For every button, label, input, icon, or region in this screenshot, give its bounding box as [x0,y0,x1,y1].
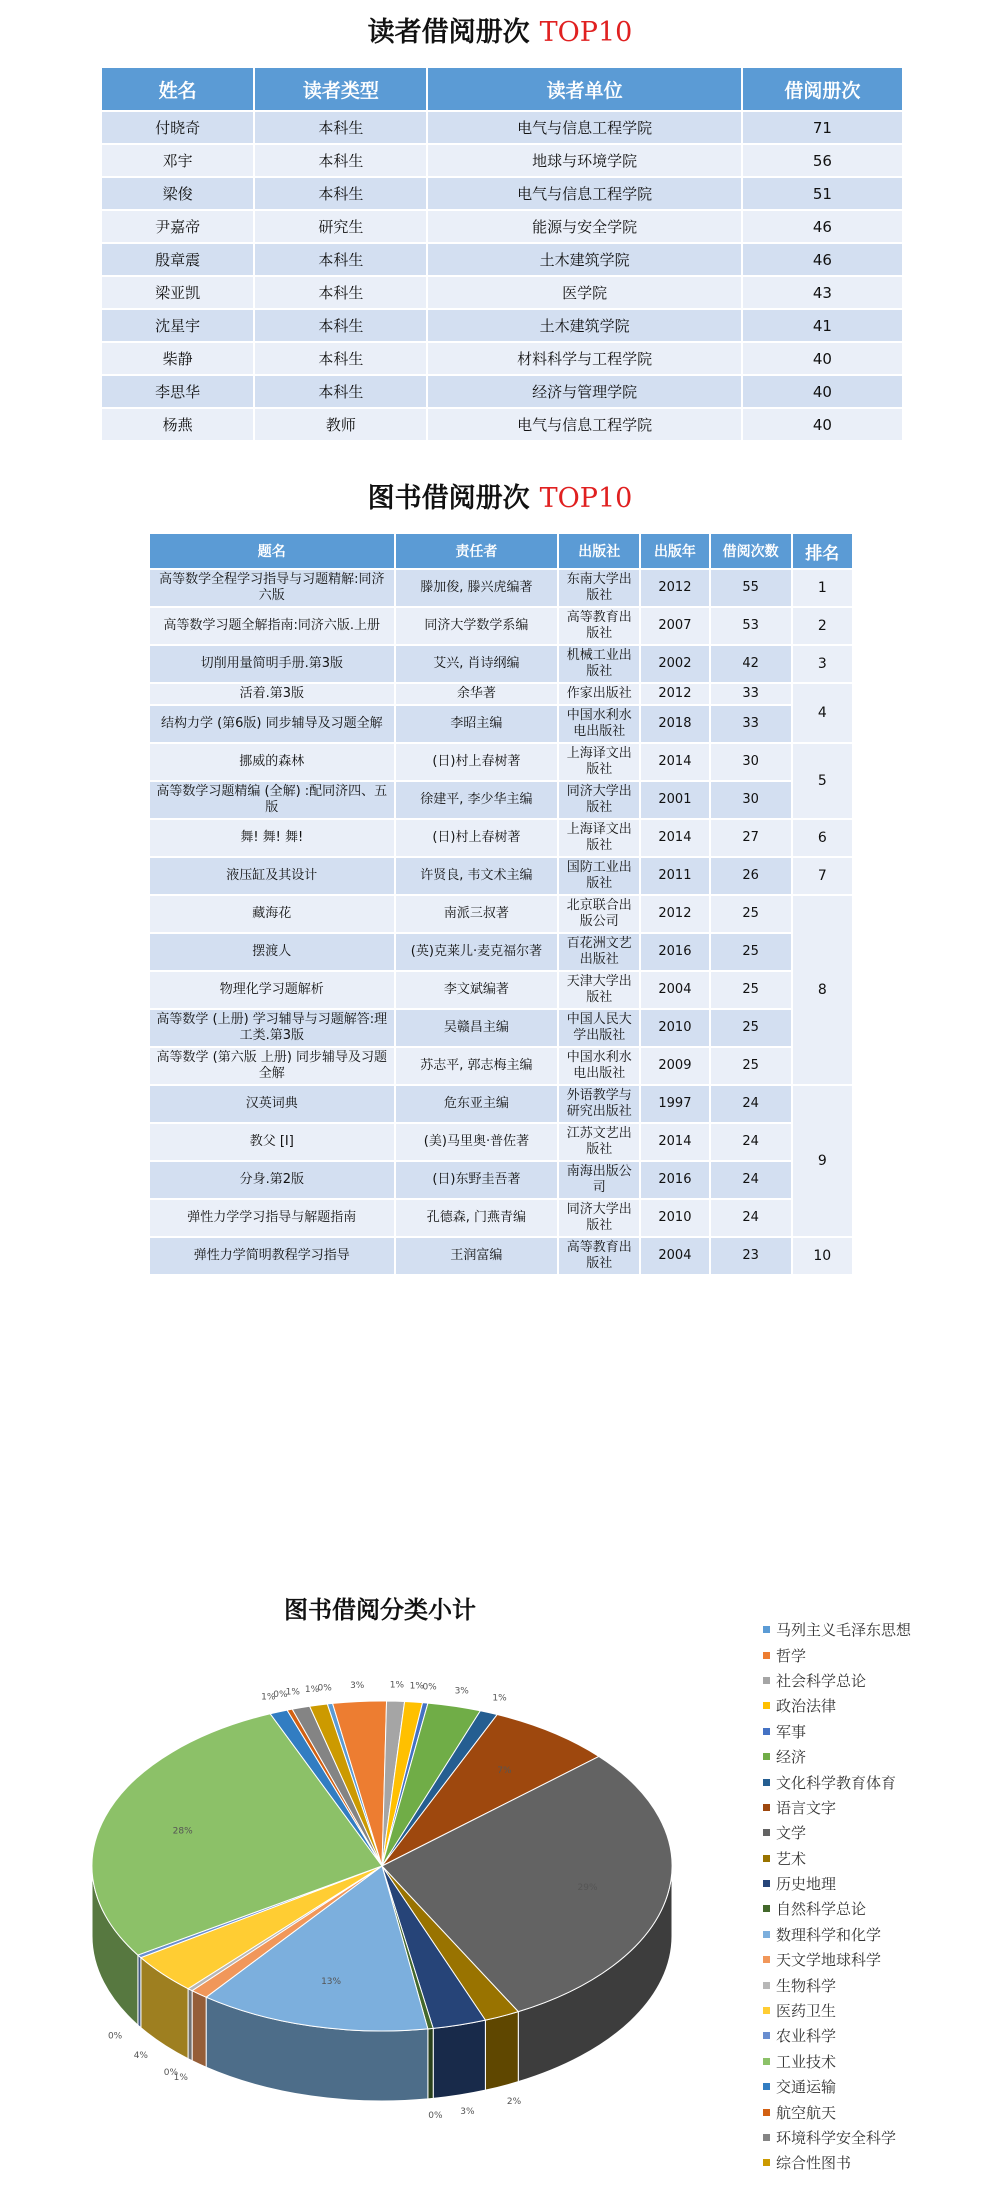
reader-count: 71 [742,111,903,144]
reader-unit: 土木建筑学院 [427,243,741,276]
book-title: 高等数学 (上册) 学习辅导与习题解答:理工类.第3版 [149,1009,395,1047]
reader-name: 尹嘉帝 [101,210,254,243]
reader-top10-table [100,66,904,442]
book-author: (日)东野圭吾著 [395,1161,559,1199]
pie-data-label: 1% [173,2072,188,2083]
reader-unit: 能源与安全学院 [427,210,741,243]
book-publisher: 东南大学出版社 [558,569,640,607]
legend-label: 文化科学教育体育 [776,1773,897,1792]
book-count: 26 [710,857,792,895]
book-row [149,705,853,743]
book-title: 活着.第3版 [149,683,395,705]
legend-swatch [763,1905,770,1912]
book-year: 2016 [640,933,710,971]
reader-type: 本科生 [254,111,427,144]
book-top10-title [0,476,1000,515]
book-publisher: 上海译文出版社 [558,743,640,781]
legend-entry [763,1947,1000,1972]
book-year: 2012 [640,683,710,705]
legend-entry [763,2049,1000,2074]
book-author: 危东亚主编 [395,1085,559,1123]
book-title: 分身.第2版 [149,1161,395,1199]
reader-top10-title [0,10,1000,49]
pie-slice-side [188,1989,192,2061]
book-author: (美)马里奥·普佐著 [395,1123,559,1161]
book-author: 徐建平, 李少华主编 [395,781,559,819]
book-publisher: 江苏文艺出版社 [558,1123,640,1161]
book-author: 余华著 [395,683,559,705]
legend-entry [763,1820,1000,1845]
book-rank: 8 [792,895,853,1085]
book-year: 2007 [640,607,710,645]
book-publisher: 国防工业出版社 [558,857,640,895]
book-title: 弹性力学学习指导与解题指南 [149,1199,395,1237]
book-author: 李昭主编 [395,705,559,743]
book-row [149,819,853,857]
book-publisher: 中国水利水电出版社 [558,1047,640,1085]
reader-unit: 地球与环境学院 [427,144,741,177]
pie-data-label: 1% [261,1692,276,1703]
legend-entry [763,1769,1000,1794]
book-author: (日)村上春树著 [395,819,559,857]
book-header-title: 题名 [149,533,395,569]
pie-slice-side [192,1991,206,2067]
reader-table-header-row [101,67,903,111]
book-author: 艾兴, 肖诗纲编 [395,645,559,683]
book-year: 2010 [640,1009,710,1047]
legend-entry [763,1896,1000,1921]
reader-count: 40 [742,342,903,375]
legend-swatch [763,1677,770,1684]
pie-data-label: 2% [506,2097,522,2108]
legend-entry [763,2099,1000,2124]
legend-label: 航空航天 [776,2103,837,2122]
pie-data-label: 0% [163,2068,179,2079]
pie-data-label: 4% [133,2050,148,2061]
legend-label: 天文学地球科学 [776,1951,882,1970]
reader-name: 杨燕 [101,408,254,441]
book-count: 27 [710,819,792,857]
book-row [149,1009,853,1047]
book-author: 李文斌编著 [395,971,559,1009]
legend-swatch [763,2134,770,2141]
book-year: 2014 [640,819,710,857]
legend-entry [763,2125,1000,2150]
pie-data-label: 0% [428,2110,443,2121]
legend-swatch [763,2159,770,2166]
book-rank: 4 [792,683,853,743]
legend-swatch [763,2083,770,2090]
reader-unit: 电气与信息工程学院 [427,111,741,144]
reader-row [101,375,903,408]
reader-name: 梁亚凯 [101,276,254,309]
pie-slice-side [485,2012,518,2091]
book-publisher: 天津大学出版社 [558,971,640,1009]
legend-swatch [763,1728,770,1735]
legend-label: 生物科学 [776,1976,837,1995]
book-author: (日)村上春树著 [395,743,559,781]
book-count: 53 [710,607,792,645]
legend-entry [763,1668,1000,1693]
book-count: 25 [710,1047,792,1085]
pie-data-label: 3% [350,1681,365,1692]
book-author: 孔德森, 门燕青编 [395,1199,559,1237]
reader-type: 本科生 [254,177,427,210]
legend-entry [763,2150,1000,2175]
book-header-count: 借阅次数 [710,533,792,569]
book-row [149,1047,853,1085]
reader-unit: 电气与信息工程学院 [427,408,741,441]
reader-type: 研究生 [254,210,427,243]
reader-row [101,177,903,210]
book-year: 2010 [640,1199,710,1237]
reader-type: 本科生 [254,309,427,342]
book-rank: 5 [792,743,853,819]
legend-label: 自然科学总论 [776,1900,867,1919]
legend-swatch [763,2032,770,2039]
reader-type: 本科生 [254,342,427,375]
legend-label: 医药卫生 [776,2002,837,2021]
reader-name: 付晓奇 [101,111,254,144]
book-year: 2014 [640,743,710,781]
book-count: 25 [710,971,792,1009]
book-count: 30 [710,781,792,819]
legend-label: 语言文字 [776,1798,837,1817]
book-publisher: 上海译文出版社 [558,819,640,857]
reader-type: 本科生 [254,375,427,408]
book-title: 结构力学 (第6版) 同步辅导及习题全解 [149,705,395,743]
book-publisher: 南海出版公司 [558,1161,640,1199]
reader-header-type: 读者类型 [254,67,427,111]
book-year: 2009 [640,1047,710,1085]
reader-type: 本科生 [254,243,427,276]
book-count: 23 [710,1237,792,1275]
book-author: (英)克莱儿·麦克福尔著 [395,933,559,971]
book-year: 1997 [640,1085,710,1123]
pie-data-label: 0% [317,1683,332,1694]
book-publisher: 同济大学出版社 [558,781,640,819]
legend-swatch [763,1753,770,1760]
pie-data-label: 0% [273,1689,288,1700]
book-title: 高等数学全程学习指导与习题精解:同济六版 [149,569,395,607]
pie-data-label: 1% [389,1680,405,1691]
book-year: 2002 [640,645,710,683]
legend-entry [763,2074,1000,2099]
reader-row [101,111,903,144]
book-row [149,569,853,607]
book-year: 2004 [640,1237,710,1275]
reader-count: 46 [742,210,903,243]
book-header-rank: 排名 [792,533,853,569]
book-author: 苏志平, 郭志梅主编 [395,1047,559,1085]
book-year: 2014 [640,1123,710,1161]
book-count: 24 [710,1199,792,1237]
reader-row [101,342,903,375]
pie-slice-side [433,2020,485,2098]
book-count: 25 [710,933,792,971]
book-header-publisher: 出版社 [558,533,640,569]
reader-type: 本科生 [254,144,427,177]
book-title: 弹性力学简明教程学习指导 [149,1237,395,1275]
book-title: 物理化学习题解析 [149,971,395,1009]
book-title: 汉英词典 [149,1085,395,1123]
legend-label: 政治法律 [776,1697,837,1716]
book-row [149,1237,853,1275]
legend-swatch [763,1880,770,1887]
legend-swatch [763,1931,770,1938]
legend-label: 哲学 [776,1646,807,1665]
legend-swatch [763,1829,770,1836]
legend-label: 经济 [776,1748,807,1767]
book-row [149,971,853,1009]
reader-row [101,309,903,342]
book-title: 高等数学习题精编 (全解) :配同济四、五版 [149,781,395,819]
book-author: 吴赣昌主编 [395,1009,559,1047]
book-row [149,607,853,645]
legend-swatch [763,1779,770,1786]
legend-label: 综合性图书 [776,2154,852,2173]
legend-swatch [763,2058,770,2065]
book-year: 2004 [640,971,710,1009]
book-top10-table [148,532,854,1276]
category-chart-title: 图书借阅分类小计 [284,1596,476,1624]
reader-count: 51 [742,177,903,210]
book-title: 挪威的森林 [149,743,395,781]
legend-entry [763,1642,1000,1667]
pie-data-label: 1% [285,1687,300,1698]
book-title: 教父 [Ⅰ] [149,1123,395,1161]
legend-swatch [763,1626,770,1633]
book-row [149,645,853,683]
book-rank: 6 [792,819,853,857]
book-title: 切削用量简明手册.第3版 [149,645,395,683]
book-year: 2016 [640,1161,710,1199]
pie-data-label: 1% [409,1681,424,1692]
reader-row [101,210,903,243]
book-publisher: 中国水利水电出版社 [558,705,640,743]
reader-title-top: TOP10 [539,17,633,48]
reader-unit: 医学院 [427,276,741,309]
reader-count: 40 [742,375,903,408]
legend-swatch [763,2109,770,2116]
book-rank: 3 [792,645,853,683]
reader-unit: 材料科学与工程学院 [427,342,741,375]
legend-swatch [763,2007,770,2014]
legend-label: 数理科学和化学 [776,1925,882,1944]
legend-label: 工业技术 [776,2052,837,2071]
book-rank: 10 [792,1237,853,1275]
book-row [149,781,853,819]
book-row [149,1199,853,1237]
book-publisher: 高等教育出版社 [558,607,640,645]
pie-data-label: 1% [304,1684,320,1695]
legend-entry [763,1693,1000,1718]
reader-name: 梁俊 [101,177,254,210]
book-row [149,743,853,781]
book-count: 25 [710,1009,792,1047]
legend-swatch [763,1855,770,1862]
pie-slice-side [428,2028,433,2099]
pie-data-label: 3% [454,1686,469,1697]
reader-row [101,243,903,276]
book-count: 42 [710,645,792,683]
book-row [149,895,853,933]
book-row [149,683,853,705]
pie-data-label: 7% [497,1765,512,1776]
legend-label: 军事 [776,1722,807,1741]
book-publisher: 机械工业出版社 [558,645,640,683]
book-title: 高等数学 (第六版 上册) 同步辅导及习题全解 [149,1047,395,1085]
legend-entry [763,1617,1000,1642]
reader-type: 教师 [254,408,427,441]
book-table-header-row [149,533,853,569]
book-rank: 2 [792,607,853,645]
legend-label: 社会科学总论 [776,1671,867,1690]
book-count: 33 [710,705,792,743]
legend-label: 马列主义毛泽东思想 [776,1621,912,1640]
book-count: 25 [710,895,792,933]
book-title-top: TOP10 [539,483,633,514]
book-header-author: 责任者 [395,533,559,569]
legend-label: 环境科学安全科学 [776,2129,897,2147]
book-count: 24 [710,1085,792,1123]
book-year: 2018 [640,705,710,743]
legend-entry [763,1744,1000,1769]
legend-label: 交通运输 [776,2078,837,2097]
chart-legend [763,1617,1000,2176]
book-publisher: 高等教育出版社 [558,1237,640,1275]
book-publisher: 北京联合出版公司 [558,895,640,933]
book-count: 55 [710,569,792,607]
reader-row [101,276,903,309]
reader-count: 43 [742,276,903,309]
reader-count: 40 [742,408,903,441]
legend-label: 历史地理 [776,1875,837,1894]
pie-data-label: 29% [577,1883,598,1894]
book-row [149,933,853,971]
book-count: 33 [710,683,792,705]
legend-entry [763,1972,1000,1997]
book-publisher: 百花洲文艺出版社 [558,933,640,971]
pie-data-label: 1% [492,1693,507,1704]
book-author: 南派三叔著 [395,895,559,933]
book-publisher: 作家出版社 [558,683,640,705]
reader-row [101,144,903,177]
book-header-year: 出版年 [640,533,710,569]
pie-data-label: 3% [460,2106,475,2117]
book-rank: 9 [792,1085,853,1237]
book-count: 24 [710,1161,792,1199]
reader-name: 殷章震 [101,243,254,276]
reader-count: 46 [742,243,903,276]
book-author: 同济大学数学系编 [395,607,559,645]
book-author: 王润富编 [395,1237,559,1275]
reader-unit: 土木建筑学院 [427,309,741,342]
book-title: 藏海花 [149,895,395,933]
reader-name: 柴静 [101,342,254,375]
book-rank: 7 [792,857,853,895]
legend-entry [763,1719,1000,1744]
legend-label: 艺术 [776,1849,807,1868]
book-publisher: 同济大学出版社 [558,1199,640,1237]
reader-name: 李思华 [101,375,254,408]
reader-title-text: 读者借阅册次 [367,17,530,48]
pie-data-label: 13% [321,1977,342,1988]
book-row [149,1123,853,1161]
book-year: 2011 [640,857,710,895]
book-author: 滕加俊, 滕兴虎编著 [395,569,559,607]
book-publisher: 中国人民大学出版社 [558,1009,640,1047]
book-rank: 1 [792,569,853,607]
reader-unit: 电气与信息工程学院 [427,177,741,210]
legend-swatch [763,1956,770,1963]
book-title: 摆渡人 [149,933,395,971]
book-count: 24 [710,1123,792,1161]
legend-swatch [763,1702,770,1709]
book-year: 2001 [640,781,710,819]
book-row [149,857,853,895]
legend-swatch [763,1804,770,1811]
book-title: 液压缸及其设计 [149,857,395,895]
reader-header-count: 借阅册次 [742,67,903,111]
reader-header-unit: 读者单位 [427,67,741,111]
legend-entry [763,1795,1000,1820]
reader-count: 56 [742,144,903,177]
book-title-text: 图书借阅册次 [367,483,530,514]
legend-entry [763,1998,1000,2023]
reader-row [101,408,903,441]
book-publisher: 外语教学与研究出版社 [558,1085,640,1123]
reader-unit: 经济与管理学院 [427,375,741,408]
reader-header-name: 姓名 [101,67,254,111]
legend-entry [763,2023,1000,2048]
legend-entry [763,1922,1000,1947]
book-row [149,1161,853,1199]
book-author: 许贤良, 韦文术主编 [395,857,559,895]
book-title: 舞! 舞! 舞! [149,819,395,857]
pie-data-label: 28% [172,1826,193,1837]
legend-swatch [763,1652,770,1659]
reader-name: 邓宇 [101,144,254,177]
legend-entry [763,1871,1000,1896]
book-year: 2012 [640,895,710,933]
legend-swatch [763,1982,770,1989]
book-row [149,1085,853,1123]
book-title: 高等数学习题全解指南:同济六版.上册 [149,607,395,645]
reader-name: 沈星宇 [101,309,254,342]
pie-data-label: 0% [422,1682,437,1693]
reader-count: 41 [742,309,903,342]
pie-top-group [92,1701,672,2031]
legend-entry [763,1846,1000,1871]
reader-type: 本科生 [254,276,427,309]
legend-label: 文学 [776,1824,807,1843]
book-year: 2012 [640,569,710,607]
pie-data-label: 0% [107,2031,123,2042]
legend-label: 农业科学 [776,2027,837,2046]
book-count: 30 [710,743,792,781]
